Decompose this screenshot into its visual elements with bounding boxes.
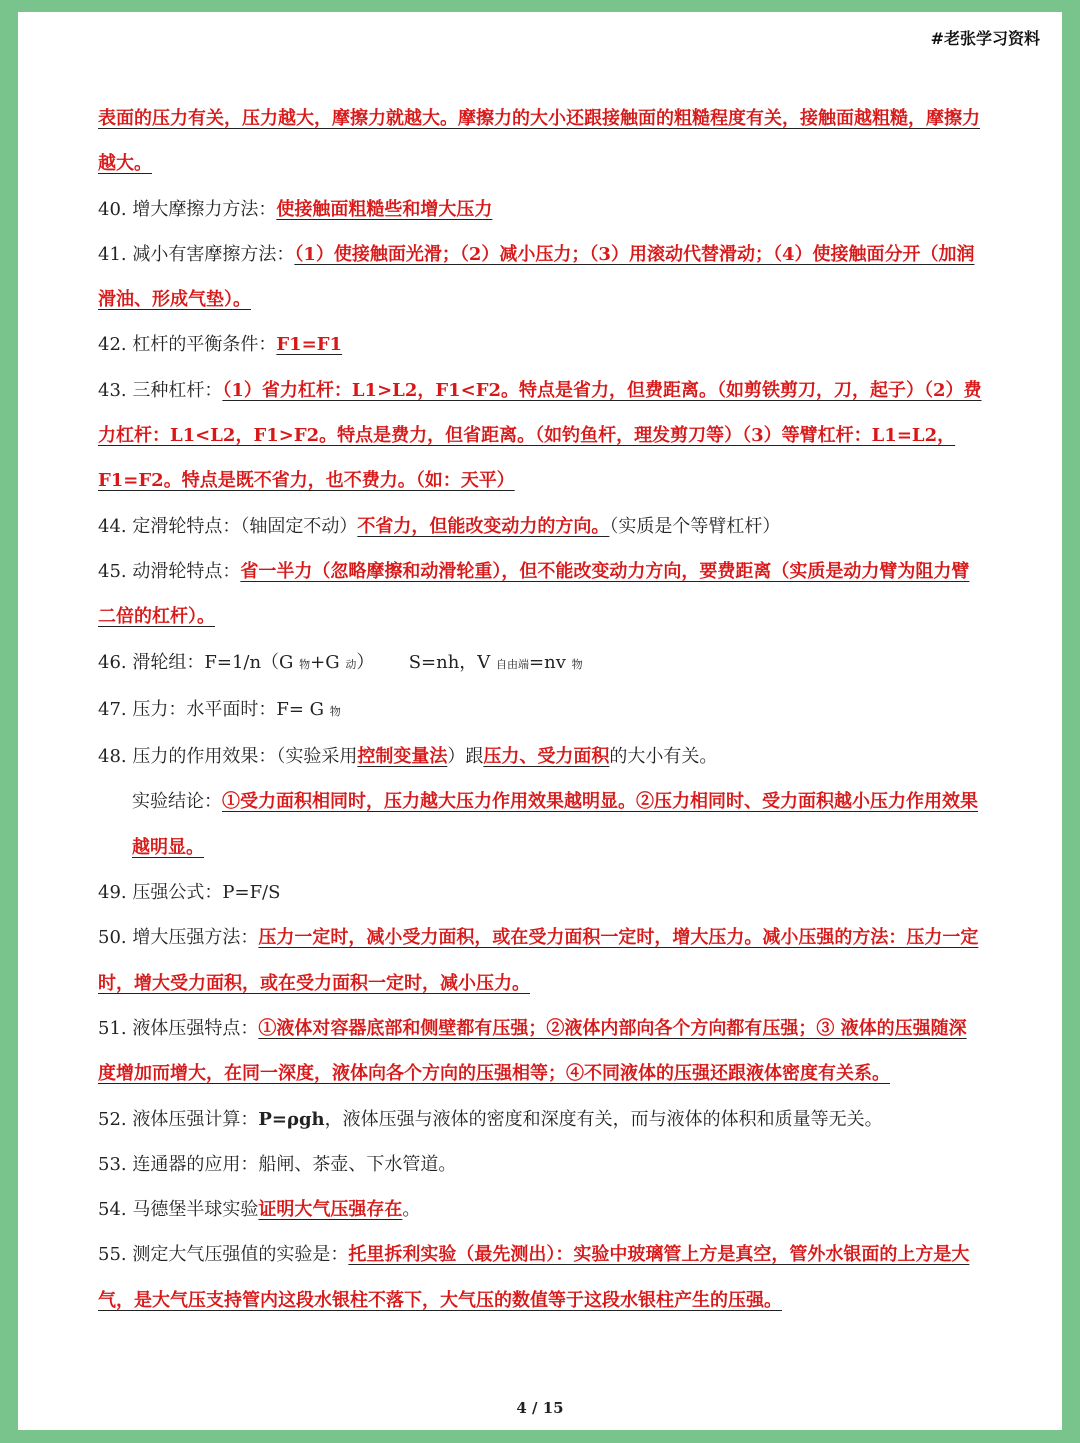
item-number: 44. [98, 515, 127, 537]
question-text: 实验结论： [132, 791, 222, 813]
item-40 [98, 187, 983, 232]
item-46 [98, 640, 983, 687]
answer-text: （1）省力杠杆：L1>L2，F1<F2。特点是省力，但费距离。（如剪铁剪刀，刀，起子）（2）费力杠杆：L1<L2，F1>F2。特点是费力，但省距离。（如钓鱼杆，理发剪刀等）（3）等臂杠杆：L1=L2，F1=F2。特点是既不省力，也不费力。（如：天平） [98, 379, 982, 492]
question-text: 液体压强计算： [132, 1108, 259, 1130]
answer-text: 压力、受力面积 [483, 746, 610, 768]
question-text: 定滑轮特点：（轴固定不动） [132, 515, 358, 537]
note-text: ，液体压强与液体的密度和深度有关，而与液体的体积和质量等无关。 [324, 1108, 883, 1130]
question-text: ）跟 [447, 746, 484, 768]
current-page: 4 [516, 1399, 527, 1417]
answer-text: 控制变量法 [357, 746, 448, 768]
question-text: 增大压强方法： [132, 927, 259, 949]
formula-part: P=F/S [222, 882, 281, 904]
answer-text: 省一半力（忽略摩擦和动滑轮重），但不能改变动力方向，要费距离（实质是动力臂为阻力臂二倍的杠杆）。 [98, 560, 970, 628]
note-text: 的大小有关。 [609, 746, 718, 768]
answer-text: F1=F1 [276, 334, 343, 356]
item-50 [98, 915, 983, 1006]
question-text: 增大摩擦力方法： [132, 198, 277, 220]
item-54 [98, 1187, 983, 1232]
answer-text: 使接触面粗糙些和增大压力 [276, 198, 493, 220]
item-number: 48. [98, 746, 127, 768]
question-text: 压强公式： [132, 882, 223, 904]
item-number: 52. [98, 1108, 127, 1130]
question-text: 马德堡半球实验 [132, 1199, 259, 1221]
subscript: 自由端 [496, 657, 530, 671]
item-number: 51. [98, 1017, 127, 1039]
total-pages: 15 [542, 1399, 564, 1417]
formula-part: S=nh，V [408, 651, 497, 673]
page-number [18, 1399, 1062, 1417]
formula-part: ） [356, 651, 375, 673]
formula-part: +G [310, 651, 346, 673]
item-number: 40. [98, 198, 127, 220]
document-page [18, 12, 1062, 1430]
item-44 [98, 504, 983, 549]
subscript: 动 [345, 657, 357, 671]
item-number: 49. [98, 882, 127, 904]
document-body [98, 96, 983, 1323]
item-43 [98, 368, 983, 504]
answer-text: ①受力面积相同时，压力越大压力作用效果越明显。②压力相同时、受力面积越小压力作用效果越明显。 [132, 791, 978, 858]
item-41 [98, 232, 983, 323]
item-48 [98, 734, 983, 779]
item-number: 41. [98, 243, 127, 265]
page-separator: / [532, 1399, 538, 1417]
answer-text: ①液体对容器底部和侧壁都有压强；②液体内部向各个方向都有压强；③ 液体的压强随深度增加而增大，在同一深度，液体向各个方向的压强相等；④不同液体的压强还跟液体密度有关系。 [98, 1017, 967, 1085]
item-47 [98, 687, 983, 734]
subscript: 物 [329, 704, 341, 718]
watermark-tag: #老张学习资料 [930, 29, 1040, 48]
question-text: 测定大气压强值的实验是： [132, 1244, 349, 1266]
answer-text: 压力一定时，减小受力面积，或在受力面积一定时，增大压力。减小压强的方法：压力一定时，增大受力面积，或在受力面积一定时，减小压力。 [98, 927, 979, 994]
item-number: 54. [98, 1199, 127, 1221]
answer-text: 托里拆利实验（最先测出）：实验中玻璃管上方是真空，管外水银面的上方是大气，是大气压支持管内这段水银柱不落下，大气压的数值等于这段水银柱产生的压强。 [98, 1244, 970, 1311]
item-51 [98, 1006, 983, 1097]
item-53 [98, 1142, 983, 1187]
formula-part: P=ρgh [258, 1108, 325, 1130]
item-number: 55. [98, 1244, 127, 1266]
item-number: 42. [98, 334, 127, 356]
item-number: 53. [98, 1153, 127, 1175]
item-49 [98, 870, 983, 915]
question-text: 减小有害摩擦方法： [132, 243, 295, 265]
item-number: 47. [98, 698, 127, 720]
item-number: 46. [98, 651, 127, 673]
formula-part: =nv [529, 651, 572, 673]
question-text: 三种杠杆： [132, 379, 223, 401]
item-39-continued [98, 96, 983, 187]
item-42 [98, 322, 983, 367]
item-number: 50. [98, 927, 127, 949]
formula-part: F= G [276, 698, 330, 720]
question-text: 压力的作用效果：（实验采用 [132, 746, 358, 768]
item-48-conclusion [98, 779, 983, 870]
answer-text: 证明大气压强存在 [258, 1199, 403, 1221]
formula-part: F=1/n（G [204, 651, 300, 673]
note-text: 。 [402, 1199, 421, 1221]
question-text: 动滑轮特点： [132, 560, 241, 582]
item-45 [98, 549, 983, 640]
question-text: 杠杆的平衡条件： [132, 334, 277, 356]
question-text: 连通器的应用：船闸、茶壶、下水管道。 [132, 1153, 457, 1175]
item-number: 45. [98, 560, 127, 582]
item-52 [98, 1097, 983, 1142]
answer-text: 不省力，但能改变动力的方向。 [357, 515, 610, 537]
note-text: （实质是个等臂杠杆） [609, 515, 781, 537]
subscript: 物 [299, 657, 311, 671]
item-55 [98, 1232, 983, 1323]
question-text: 滑轮组： [132, 651, 205, 673]
item-number: 43. [98, 379, 127, 401]
subscript: 物 [571, 657, 583, 671]
answer-text: 表面的压力有关，压力越大，摩擦力就越大。摩擦力的大小还跟接触面的粗糙程度有关，接触面越粗糙，摩擦力越大。 [98, 108, 980, 175]
answer-text: （1）使接触面光滑；（2）减小压力；（3）用滚动代替滑动；（4）使接触面分开（加润滑油、形成气垫）。 [98, 243, 975, 311]
question-text: 液体压强特点： [132, 1017, 259, 1039]
question-text: 压力：水平面时： [132, 698, 277, 720]
